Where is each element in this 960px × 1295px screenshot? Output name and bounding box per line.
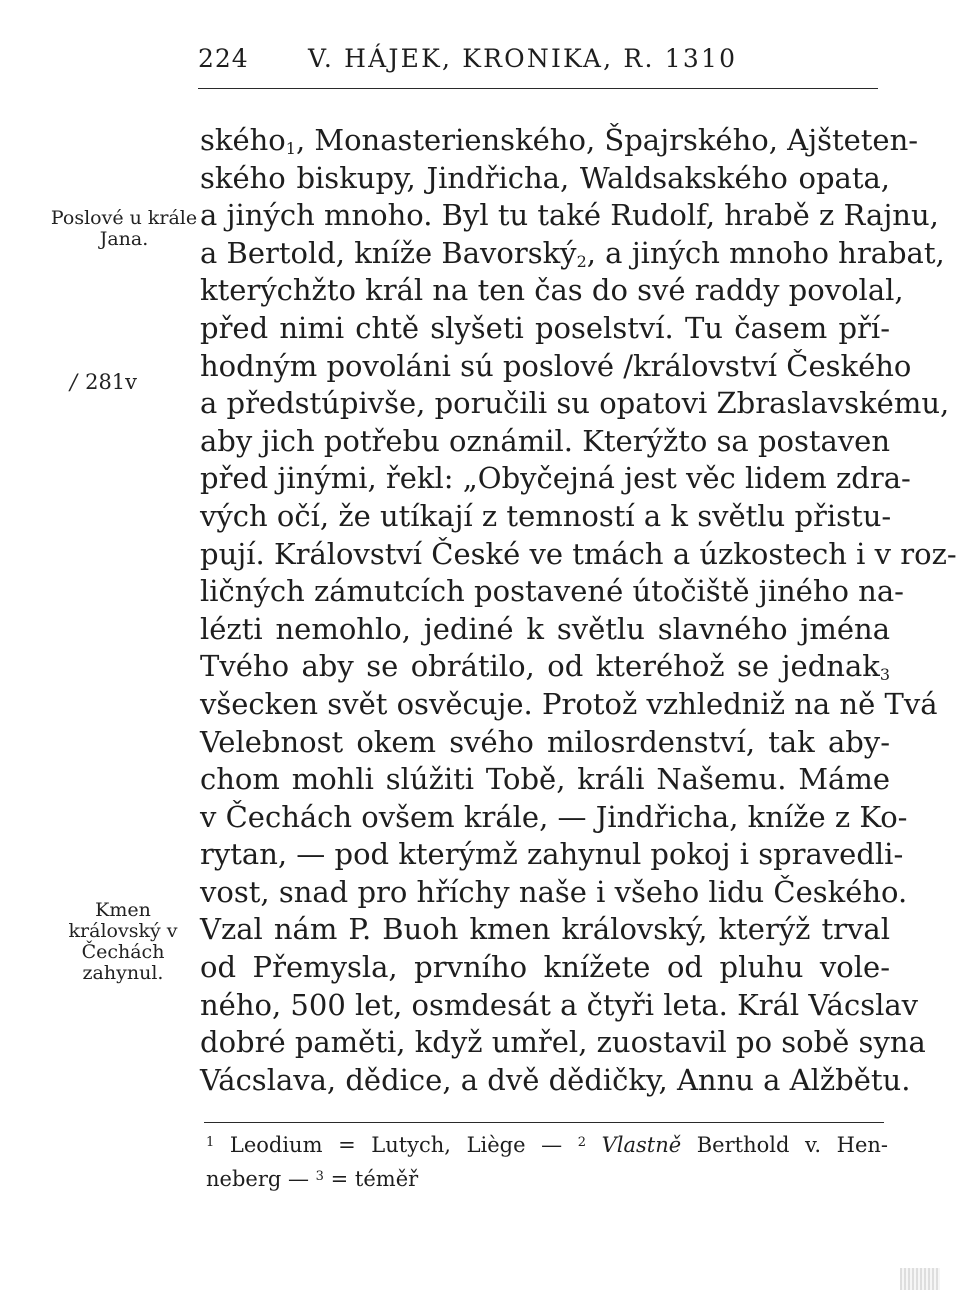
margin-note-dynasty: Kmen královský v Čechách zahynul. bbox=[68, 899, 178, 984]
footnote-text: = téměř bbox=[330, 1167, 419, 1191]
body-text bbox=[200, 122, 957, 1099]
footnote-text: neberg — bbox=[206, 1167, 309, 1191]
text-line bbox=[200, 911, 890, 949]
line-text: aby jich potřebu oznámil. Kterýžto sa postaven bbox=[200, 423, 891, 458]
folio-number: 281v bbox=[85, 370, 138, 394]
text-line bbox=[200, 874, 908, 912]
text-line bbox=[200, 460, 911, 498]
line-text: před nimi chtě slyšeti poselství. Tu časem pří- bbox=[200, 310, 890, 345]
text-line bbox=[200, 197, 939, 235]
line-text: v Čechách ovšem krále, — Jindřicha, kníže z Ko- bbox=[200, 799, 908, 834]
line-text: pují. Království České ve tmách a úzkostech i v roz- bbox=[200, 536, 957, 571]
line-text: dobré paměti, když umřel, zuostavil po sobě syna bbox=[200, 1025, 926, 1060]
footnotes bbox=[206, 1128, 888, 1196]
footnote-text: Leodium = Lutych, Liège — bbox=[229, 1133, 563, 1157]
footnote-text: Berthold v. Hen- bbox=[696, 1133, 888, 1157]
line-text: ského biskupy, Jindřicha, Waldsakského opata, bbox=[200, 160, 890, 195]
footnote-rule bbox=[204, 1122, 884, 1123]
header-rule bbox=[198, 88, 878, 89]
line-text: všecken svět osvěcuje. Protož vzhledniž na ně Tvá bbox=[200, 686, 938, 721]
line-text: vost, snad pro hříchy naše i všeho lidu Českého. bbox=[200, 874, 908, 909]
line-text: chom mohli slúžiti Tobě, králi Našemu. Máme bbox=[200, 762, 890, 797]
text-line bbox=[200, 799, 908, 837]
text-line bbox=[200, 122, 919, 160]
text-line bbox=[200, 423, 890, 461]
margin-note-envoys: Poslové u krále Jana. bbox=[50, 207, 198, 250]
text-line bbox=[200, 1024, 926, 1062]
text-line bbox=[200, 573, 904, 611]
footnote-italic: Vlastně bbox=[601, 1133, 682, 1157]
line-text: Velebnost okem svého milosrdenství, tak aby- bbox=[200, 724, 890, 759]
text-line bbox=[200, 611, 890, 649]
footnote-line bbox=[206, 1162, 888, 1196]
line-text: a předstúpivše, poručili su opatovi Zbraslavskému, bbox=[200, 386, 950, 421]
text-line bbox=[200, 310, 890, 348]
line-text: ličných zámutcích postavené útočiště jiného na- bbox=[200, 574, 904, 609]
line-text: ného, 500 let, osmdesát a čtyři leta. Král Vácslav bbox=[200, 987, 919, 1022]
text-line bbox=[200, 235, 945, 273]
footnote-ref: 2 bbox=[576, 251, 587, 271]
running-header bbox=[198, 44, 758, 84]
text-line bbox=[200, 272, 904, 310]
margin-note-folio bbox=[70, 372, 190, 393]
text-line bbox=[200, 648, 890, 686]
line-text-rest: , a jiných mnoho hrabat, bbox=[586, 235, 945, 270]
line-text: kterýchžto král na ten čas do své raddy povolal, bbox=[200, 273, 904, 308]
text-line bbox=[200, 536, 957, 574]
line-text: rytan, — pod kterýmž zahynul pokoj i spravedli- bbox=[200, 837, 904, 872]
footnote-marker: 1 bbox=[206, 1135, 215, 1150]
folio-mark: / bbox=[70, 370, 78, 394]
line-text: hodným povoláni sú poslové /království Českého bbox=[200, 348, 912, 383]
footnote-marker: 2 bbox=[577, 1135, 586, 1150]
text-line bbox=[200, 348, 912, 386]
text-line bbox=[200, 498, 890, 536]
text-line bbox=[200, 761, 890, 799]
text-line bbox=[200, 1062, 911, 1100]
text-line bbox=[200, 724, 890, 762]
footnote-ref: 1 bbox=[285, 139, 296, 158]
line-text: a jiných mnoho. Byl tu také Rudolf, hrabě z Rajnu, bbox=[200, 198, 939, 233]
line-text: a Bertold, kníže Bavorský bbox=[200, 235, 577, 270]
line-text: Vácslava, dědice, a dvě dědičky, Annu a Alžbětu. bbox=[200, 1062, 911, 1097]
line-text: vých očí, že utíkají z temností a k světlu přistu- bbox=[200, 498, 892, 533]
line-text: ského bbox=[200, 123, 286, 157]
scan-artifact bbox=[900, 1268, 940, 1290]
running-title: V. HÁJEK, KRONIKA, R. 1310 bbox=[308, 44, 738, 73]
line-text: před jinými, řekl: „Obyčejná jest věc lidem zdra- bbox=[200, 461, 911, 496]
text-line bbox=[200, 160, 890, 198]
line-text: Vzal nám P. Buoh kmen královský, kterýž trval bbox=[200, 912, 890, 947]
text-line bbox=[200, 987, 919, 1025]
text-line bbox=[200, 686, 938, 724]
line-text-rest: , Monasterienského, Špajrského, Ajšteten- bbox=[295, 123, 919, 157]
footnote-ref: 3 bbox=[879, 665, 890, 685]
footnote-line bbox=[206, 1128, 888, 1162]
page-number: 224 bbox=[198, 44, 249, 73]
text-line bbox=[200, 385, 950, 423]
text-line bbox=[200, 836, 904, 874]
line-text: lézti nemohlo, jediné k světlu slavného jména bbox=[200, 611, 890, 646]
footnote-marker: 3 bbox=[315, 1169, 324, 1184]
line-text: od Přemysla, prvního knížete od pluhu vole- bbox=[200, 950, 890, 985]
text-line bbox=[200, 949, 890, 987]
line-text: Tvého aby se obrátilo, od kteréhož se jednak bbox=[200, 649, 880, 684]
